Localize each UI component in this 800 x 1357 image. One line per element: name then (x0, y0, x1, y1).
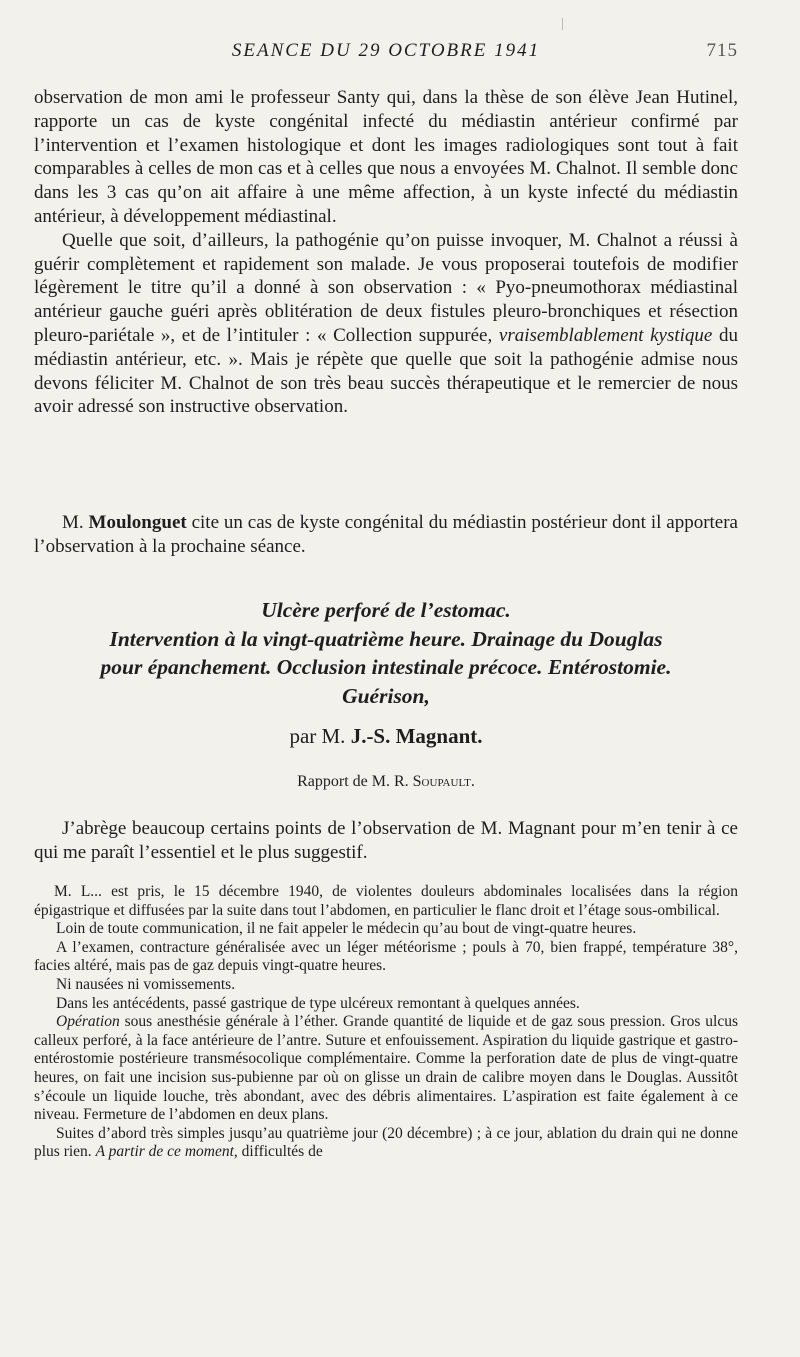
speck (562, 18, 563, 30)
article-title: Ulcère perforé de l’estomac. Intervention à la vingt-quatrième heure. Drainage du Douglas pour épanchement. Occlusion intestinale précoce. Entérostomie. Guérison, (100, 598, 672, 708)
case-report (34, 883, 738, 1162)
paragraph-pathogenie: Quelle que soit, d’ailleurs, la pathogénie qu’on puisse invoquer, M. Chalnot a réussi à guérir complètement et rapidement son malade. Je vous proposerai toutefois de modifier légèrement le titre qu’il a donné à son observation : « Pyo-pneumothorax médiastinal antérieur gauche guéri après oblitération de deux fistules pleuro-bronchiques et résection pleuro-pariétale », et de l’intituler : « Collection suppurée, vraisemblablement kystique du médiastin antérieur, etc. ». Mais je répète que quelle que soit la pathogénie admise nous devons féliciter M. Chalnot de son très beau succès thérapeutique et le remercier de nous avoir adressé son instructive observation. (34, 229, 738, 418)
case-paragraph: Opération sous anesthésie générale à l’éther. Grande quantité de liquide et de gaz sous pression. Gros ulcus calleux perforé, à la face antérieure de l’antre. Suture et enfouissement. Aspiration du liquide gastrique et gastro-entérostomie postérieure transmésocolique complémentaire. Comme la perforation date de plus de vingt-quatre heures, on fait une incision sus-pubienne par où on glisse un drain de calibre moyen dans le Douglas. Aussitôt s’écoule un liquide louche, très abondant, avec des débris alimentaires. L’aspiration est faite également à ce niveau. Fermeture de l’abdomen en deux plans. (34, 1013, 738, 1124)
moulonguet-paragraph: M. Moulonguet cite un cas de kyste congénital du médiastin postérieur dont il apportera l’observation à la prochaine séance. (34, 512, 738, 557)
case-paragraph: Suites d’abord très simples jusqu’au quatrième jour (20 décembre) ; à ce jour, ablation du drain qui ne donne plus rien. A partir de ce moment, difficultés de (34, 1124, 738, 1161)
report-line: Rapport de M. R. Soupault. (297, 773, 475, 790)
case-paragraph: Loin de toute communication, il ne fait appeler le médecin qu’au bout de vingt-quatre heures. (56, 920, 637, 938)
page-number: 715 (706, 40, 738, 61)
running-head (34, 40, 738, 64)
case-paragraph: Dans les antécédents, passé gastrique de type ulcéreux remontant à quelques années. (56, 994, 580, 1012)
case-paragraph: M. L... est pris, le 15 décembre 1940, de violentes douleurs abdominales localisées dans la région épigastrique et diffusées par la suite dans tout l’abdomen, en particulier le flanc droit et l’étage sous-ombilical. (34, 883, 738, 919)
byline: par M. J.-S. Magnant. (289, 724, 483, 748)
author-name: J.-S. Magnant. (350, 724, 483, 748)
reporter-name: Soupault. (412, 773, 475, 790)
intro-paragraph: J’abrège beaucoup certains points de l’observation de M. Magnant pour m’en tenir à ce qui me paraît l’essentiel et le plus suggestif. (34, 818, 738, 863)
case-paragraph: A l’examen, contracture généralisée avec un léger météorisme ; pouls à 70, bien frappé, température 38°, facies altéré, mais pas de gaz depuis vingt-quatre heures. (34, 938, 738, 975)
speaker-name: Moulonguet (88, 512, 187, 533)
preceding-text (34, 86, 738, 419)
paragraph-continuation: observation de mon ami le professeur Santy qui, dans la thèse de son élève Jean Hutinel, rapporte un cas de kyste congénital infecté du médiastin antérieur confirmé par l’intervention et l’examen histologique et dont les images radiologiques sont tout à fait comparables à celles de mon cas et à celles que nous a envoyées M. Chalnot. Il semble donc dans les 3 cas qu’on ait affaire à une même affection, à un kyste infecté du médiastin antérieur, à développement médiastinal. (34, 87, 738, 227)
case-paragraph: Ni nausées ni vomissements. (56, 975, 236, 993)
running-title: SEANCE DU 29 OCTOBRE 1941 (231, 40, 541, 61)
